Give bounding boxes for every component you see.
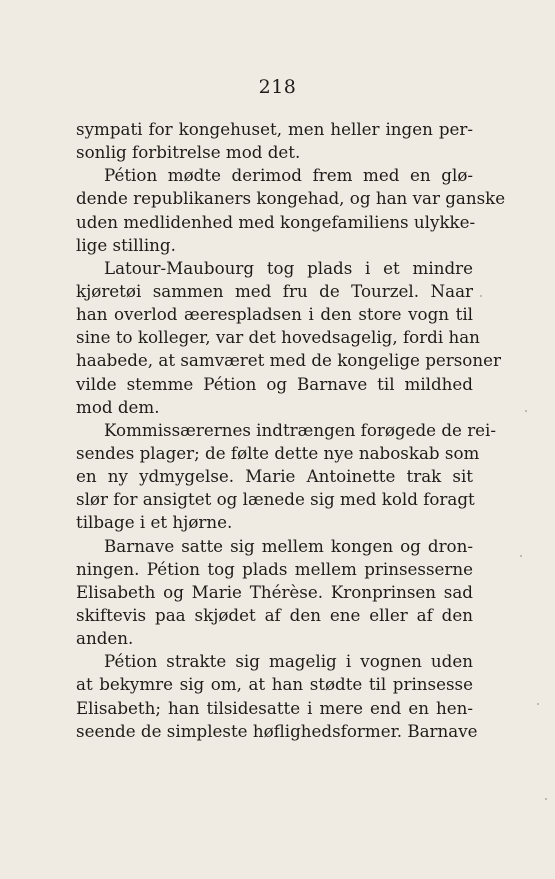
text-line: en ny ydmygelse. Marie Antoinette trak sit — [76, 466, 473, 487]
page-number: 218 — [258, 76, 297, 98]
paper-speck — [480, 295, 482, 297]
text-line: han overlod æerespladsen i den store vogn til — [76, 304, 473, 325]
text-line: sympati for kongehuset, men heller ingen per- — [76, 119, 473, 139]
text-line: vilde stemme Pétion og Barnave til mildhed — [76, 373, 473, 394]
text-line: haabede, at samværet med de kongelige personer — [76, 350, 501, 371]
body-text — [76, 118, 506, 743]
text-line: seende de simpleste høflighedsformer. Barnave — [76, 720, 478, 741]
text-line: slør for ansigtet og lænede sig med kold foragt — [76, 489, 475, 510]
text-line: dende republikaners kongehad, og han var ganske — [76, 188, 506, 209]
paper-speck — [545, 798, 547, 800]
text-line: Elisabeth; han tilsidesatte i mere end en hen- — [76, 697, 473, 718]
text-line: mod dem. — [76, 396, 160, 417]
text-line: lige stilling. — [76, 234, 176, 255]
text-line: at bekymre sig om, at han stødte til prinsesse — [76, 674, 473, 695]
paper-speck — [520, 555, 522, 557]
text-line: sendes plager; de følte dette nye naboskab som — [76, 442, 480, 463]
text-line: ningen. Pétion tog plads mellem prinsesserne — [76, 558, 473, 579]
paper-speck — [525, 410, 527, 412]
text-line: sine to kolleger, var det hovedsagelig, fordi han — [76, 327, 480, 348]
text-line: kjøretøi sammen med fru de Tourzel. Naar — [76, 280, 473, 301]
text-line: Kommissærernes indtrængen forøgede de rei- — [104, 419, 497, 440]
text-line: Latour-Maubourg tog plads i et mindre — [104, 257, 473, 278]
paper-speck — [537, 703, 539, 705]
text-line: Barnave satte sig mellem kongen og dron- — [104, 535, 473, 556]
text-line: Pétion strakte sig magelig i vognen uden — [104, 651, 473, 672]
text-line: skiftevis paa skjødet af den ene eller af den — [76, 604, 473, 625]
text-line: uden medlidenhed med kongefamiliens ulykke- — [76, 211, 476, 232]
text-line: Elisabeth og Marie Thérèse. Kronprinsen sad — [76, 581, 473, 602]
text-line: Pétion mødte derimod frem med en glø- — [104, 165, 473, 186]
text-line: sonlig forbitrelse mod det. — [76, 142, 301, 163]
text-line: tilbage i et hjørne. — [76, 512, 233, 533]
text-line: anden. — [76, 628, 134, 649]
